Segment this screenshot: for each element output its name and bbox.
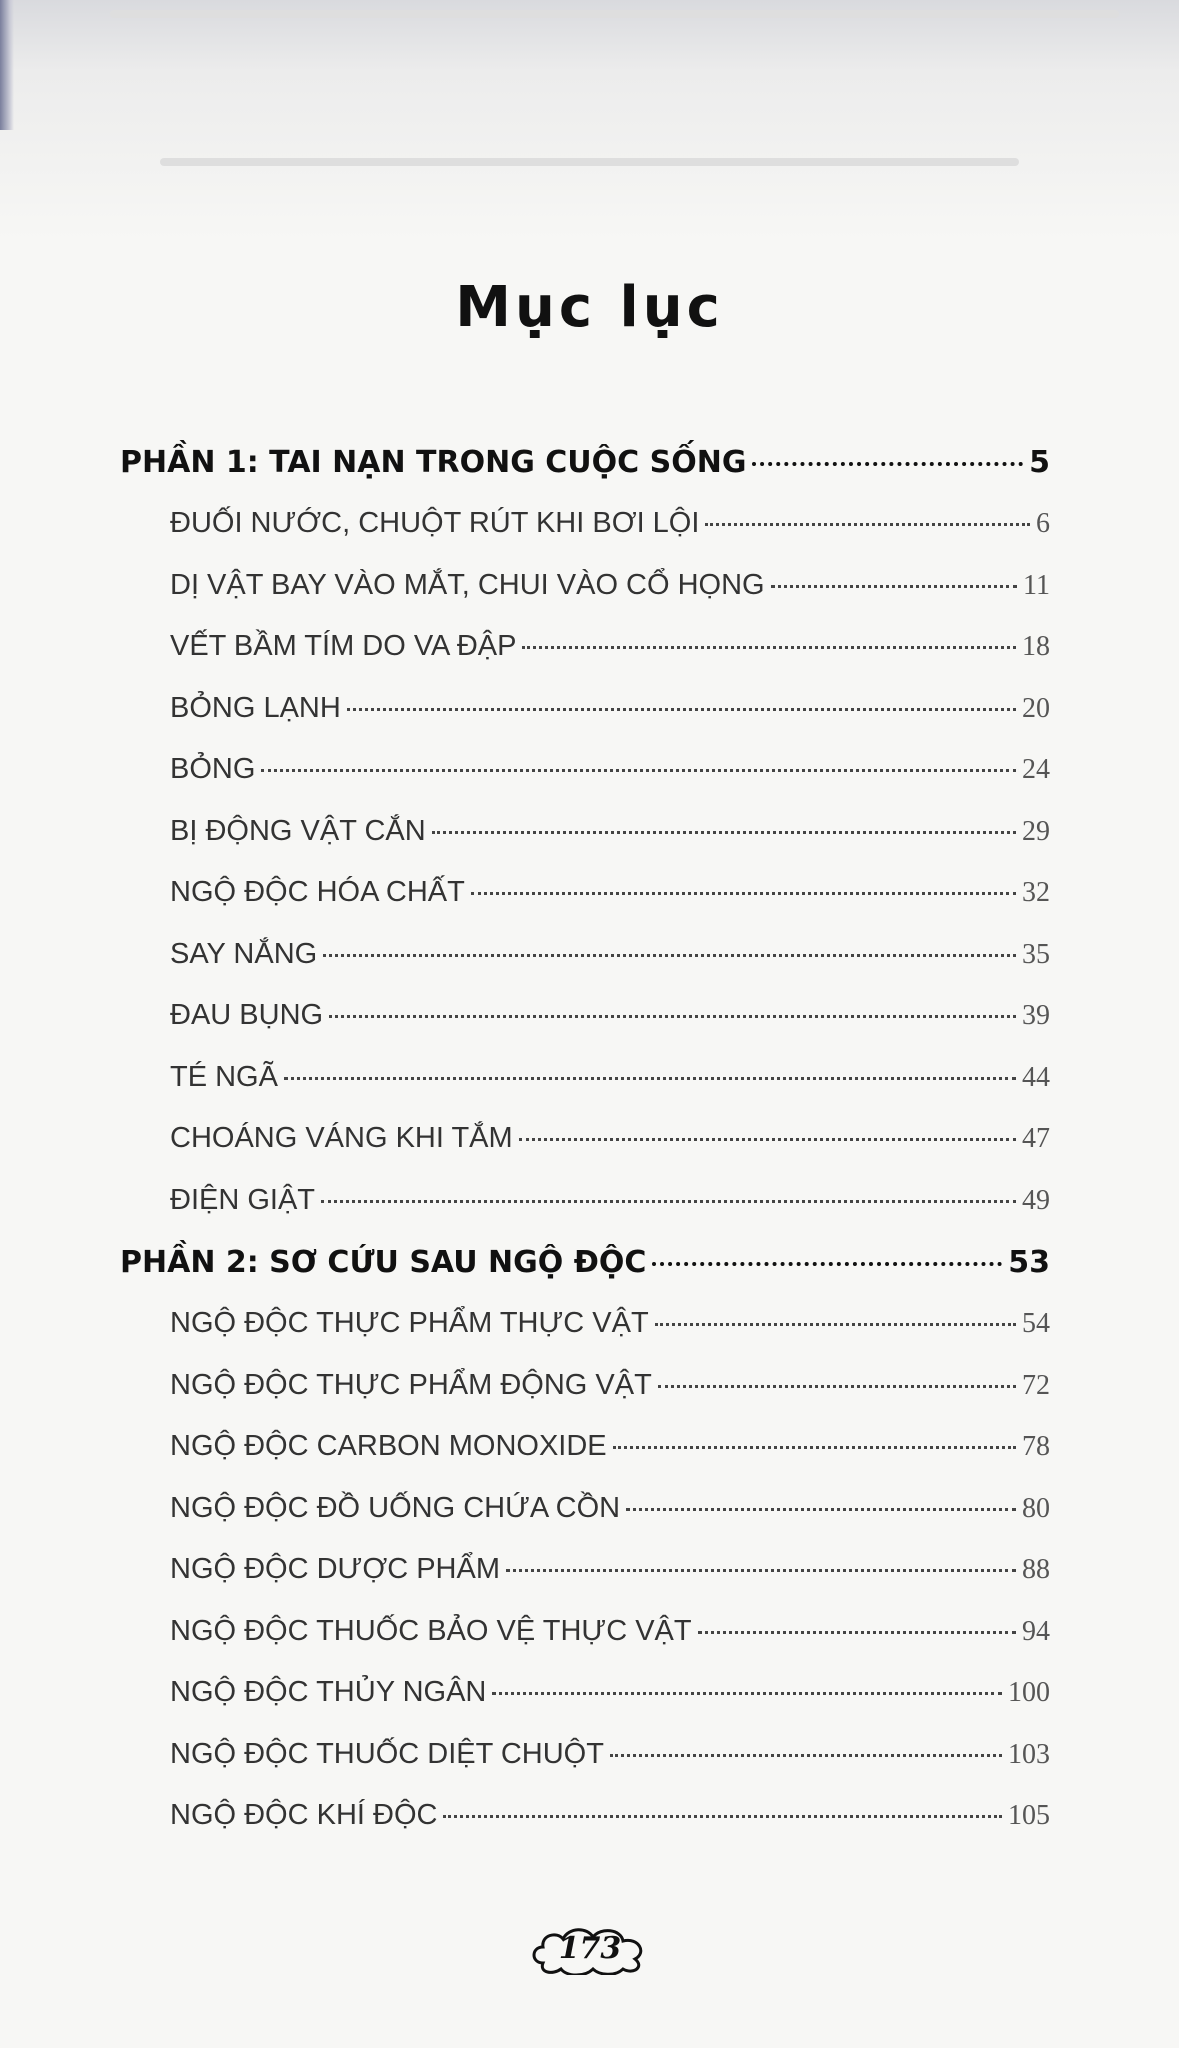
toc-entry-page: 54 [1022, 1308, 1050, 1339]
toc-entry-label: NGỘ ĐỘC THỰC PHẨM THỰC VẬT [170, 1307, 649, 1339]
toc-entry-label: ĐIỆN GIẬT [170, 1183, 316, 1216]
page-number: 173 [558, 1931, 622, 1966]
toc-entry [170, 1369, 1050, 1431]
dot-leader [522, 646, 1016, 649]
toc-entry-label: NGỘ ĐỘC DƯỢC PHẨM [170, 1553, 500, 1585]
toc-entry [170, 1676, 1050, 1738]
toc-entry-label: NGỘ ĐỘC THUỐC BẢO VỆ THỰC VẬT [170, 1614, 692, 1647]
toc-entry-label: SAY NẮNG [170, 937, 318, 970]
toc-entry-page: 105 [1008, 1800, 1050, 1831]
toc-entry-page: 6 [1036, 508, 1050, 539]
toc-entry-label: NGỘ ĐỘC ĐỒ UỐNG CHỨA CỒN [170, 1491, 621, 1524]
toc-entry [170, 507, 1050, 569]
toc-entry-page: 88 [1022, 1554, 1050, 1585]
dot-leader [492, 1692, 1002, 1695]
toc-entry-label: NGỘ ĐỘC CARBON MONOXIDE [170, 1430, 607, 1462]
page-number-badge [529, 1923, 651, 1975]
dot-leader [626, 1508, 1016, 1511]
dot-leader [698, 1631, 1016, 1634]
dot-leader [652, 1262, 1002, 1266]
toc-entry-label: BỎNG [170, 753, 256, 785]
dot-leader [284, 1077, 1016, 1080]
toc-entry [170, 1184, 1050, 1246]
toc-part-heading-label: PHẦN 2: SƠ CỨU SAU NGỘ ĐỘC [120, 1245, 647, 1280]
toc-entry-page: 11 [1023, 569, 1050, 601]
toc-entry-label: NGỘ ĐỘC THỰC PHẨM ĐỘNG VẬT [170, 1368, 652, 1401]
toc-entry [170, 1615, 1050, 1677]
toc-entry [170, 1553, 1050, 1615]
toc-entry [170, 630, 1050, 692]
toc-entry-label: ĐUỐI NƯỚC, CHUỘT RÚT KHI BƠI LỘI [170, 507, 700, 539]
toc-part-heading [120, 1245, 1050, 1307]
toc-entry [170, 1307, 1050, 1369]
toc-entry-page: 49 [1022, 1184, 1050, 1216]
toc-entry-page: 24 [1022, 754, 1050, 785]
toc-entry [170, 1492, 1050, 1554]
dot-leader [655, 1323, 1016, 1326]
dot-leader [347, 708, 1016, 711]
toc-entry-page: 103 [1008, 1738, 1050, 1770]
toc-entry [170, 1738, 1050, 1800]
toc-entry [170, 999, 1050, 1061]
toc-entry-label: BỊ ĐỘNG VẬT CẮN [170, 814, 426, 847]
dot-leader [506, 1569, 1016, 1572]
toc-entry-label: VẾT BẦM TÍM DO VA ĐẬP [170, 630, 517, 662]
dot-leader [658, 1385, 1016, 1388]
toc-entry-label: NGỘ ĐỘC KHÍ ĐỘC [170, 1799, 438, 1831]
toc-entry-page: 44 [1022, 1061, 1050, 1093]
toc-entry-label: NGỘ ĐỘC THỦY NGÂN [170, 1676, 487, 1708]
dot-leader [613, 1446, 1016, 1449]
table-of-contents [120, 445, 1050, 1861]
toc-entry [170, 1799, 1050, 1861]
toc-part-heading-page: 53 [1008, 1245, 1050, 1280]
dot-leader [471, 892, 1016, 895]
toc-entry-page: 80 [1022, 1492, 1050, 1524]
toc-entry [170, 876, 1050, 938]
dot-leader [443, 1815, 1002, 1818]
dot-leader [329, 1015, 1016, 1018]
dot-leader [519, 1138, 1016, 1141]
toc-entry [170, 1122, 1050, 1184]
toc-entry [170, 692, 1050, 754]
toc-entry [170, 1430, 1050, 1492]
toc-entry-page: 39 [1022, 1000, 1050, 1031]
bleed-line [110, 10, 1119, 18]
toc-entry-page: 72 [1022, 1369, 1050, 1401]
dot-leader [321, 1200, 1016, 1203]
dot-leader [323, 954, 1016, 957]
toc-entry-page: 94 [1022, 1615, 1050, 1647]
show-through-background [0, 0, 1179, 240]
toc-entry [170, 815, 1050, 877]
bleed-line [160, 158, 1019, 166]
dot-leader [771, 585, 1017, 588]
binding-edge [0, 0, 14, 130]
dot-leader [432, 831, 1016, 834]
toc-entry-page: 20 [1022, 692, 1050, 724]
toc-entry-label: NGỘ ĐỘC HÓA CHẤT [170, 876, 465, 908]
dot-leader [610, 1754, 1002, 1757]
dot-leader [261, 769, 1016, 772]
toc-entry [170, 569, 1050, 631]
toc-entry-label: DỊ VẬT BAY VÀO MẮT, CHUI VÀO CỔ HỌNG [170, 568, 765, 601]
page-title: Mục lục [455, 275, 724, 340]
toc-entry-page: 18 [1022, 631, 1050, 662]
toc-entry [170, 753, 1050, 815]
toc-entry-label: CHOÁNG VÁNG KHI TẮM [170, 1122, 513, 1154]
toc-entry-label: TÉ NGÃ [170, 1060, 278, 1093]
toc-entry-label: NGỘ ĐỘC THUỐC DIỆT CHUỘT [170, 1737, 604, 1770]
toc-part-heading-label: PHẦN 1: TAI NẠN TRONG CUỘC SỐNG [120, 445, 747, 480]
toc-entry-page: 100 [1008, 1677, 1050, 1708]
toc-entry-page: 78 [1022, 1431, 1050, 1462]
toc-entry-label: BỎNG LẠNH [170, 691, 341, 724]
toc-entry [170, 1061, 1050, 1123]
toc-entry-page: 29 [1022, 815, 1050, 847]
toc-entry-page: 47 [1022, 1123, 1050, 1154]
toc-entry-label: ĐAU BỤNG [170, 999, 324, 1031]
toc-entry [170, 938, 1050, 1000]
toc-entry-page: 35 [1022, 938, 1050, 970]
dot-leader [705, 523, 1030, 526]
toc-part-heading-page: 5 [1029, 445, 1050, 480]
toc-entry-page: 32 [1022, 877, 1050, 908]
toc-part-heading [120, 445, 1050, 507]
dot-leader [752, 462, 1023, 466]
